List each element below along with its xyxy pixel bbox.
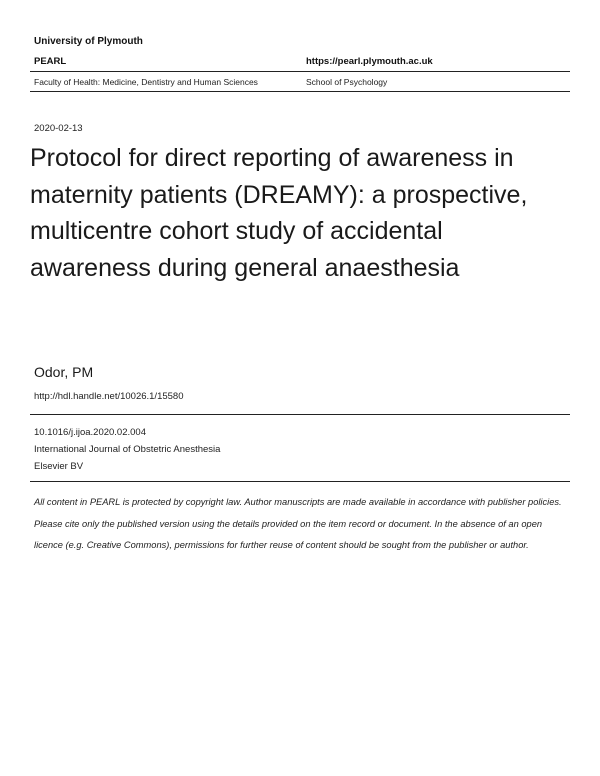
section-rule-upper [30,414,570,415]
institution-name: University of Plymouth [34,36,143,47]
publisher-name: Elsevier BV [34,461,84,472]
repository-name: PEARL [34,56,67,67]
header-rule-top [30,71,570,72]
repository-url: https://pearl.plymouth.ac.uk [306,56,433,67]
section-rule-lower [30,481,570,482]
copyright-disclaimer: All content in PEARL is protected by copyright law. Author manuscripts are made available in accordance with publisher policies. Please cite only the published version using the details provided on the item record or document. In the absence of an open licence (e.g. Creative Commons), permissions for further reuse of content should be sought from the publisher or author. [34,497,562,550]
handle-link[interactable]: http://hdl.handle.net/10026.1/15580 [34,391,184,402]
header-rule-bottom [30,91,570,92]
paper-title: Protocol for direct reporting of awareness in maternity patients (DREAMY): a prospective, multicentre cohort study of accidental awareness during general anaesthesia [30,144,528,282]
author-name: Odor, PM [34,364,94,380]
faculty-name: Faculty of Health: Medicine, Dentistry and Human Sciences [34,77,258,87]
journal-name: International Journal of Obstetric Anesthesia [34,444,221,455]
publication-date: 2020-02-13 [34,123,83,134]
school-name: School of Psychology [306,77,388,87]
doi: 10.1016/j.ijoa.2020.02.004 [34,427,146,438]
